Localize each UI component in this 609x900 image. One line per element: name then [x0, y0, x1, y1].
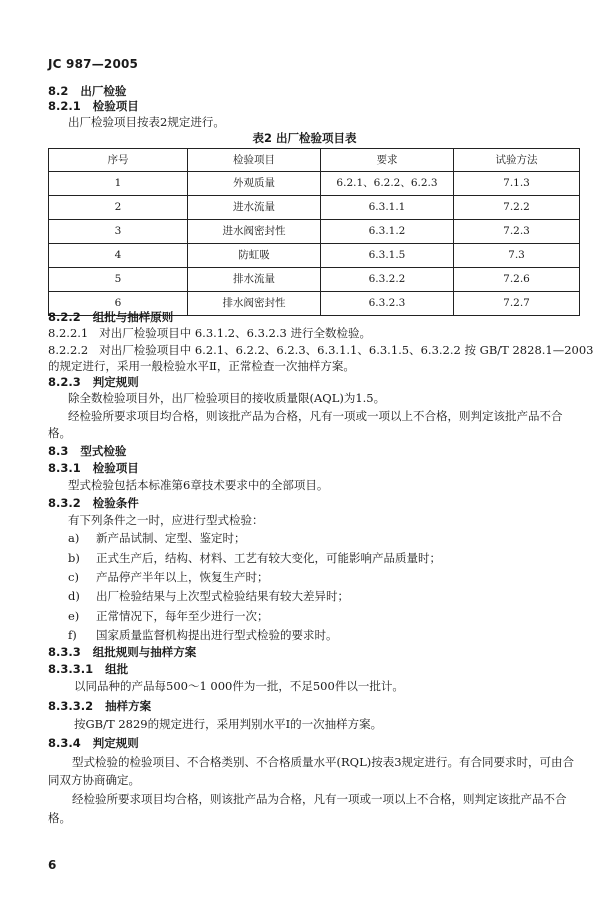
clause-text: 对出厂检验项目中 6.2.1、6.2.2、6.2.3、6.3.1.1、6.3.1.5、6.3.2.2 按 GB/T 2828.1—2003: [99, 343, 594, 357]
list-label: d): [68, 589, 80, 603]
table-cell: 防虹吸: [188, 244, 321, 268]
column-header: 要求: [321, 149, 454, 172]
document-header: JC 987—2005: [48, 57, 139, 71]
section-title: 检验项目: [92, 99, 139, 113]
page-number: 6: [48, 858, 57, 872]
clause-8-2-2-2-continued: 的规定进行，采用一般检验水平Ⅱ，正常检查一次抽样方案。: [48, 359, 355, 373]
clause-8-2-2-1: [48, 326, 371, 342]
list-item: [68, 628, 338, 644]
section-8-3-heading: [48, 444, 126, 460]
table-cell: 排水流量: [188, 268, 321, 292]
table-cell: 5: [49, 268, 188, 292]
table-row: [49, 196, 580, 220]
table-cell: 6.2.1、6.2.2、6.2.3: [321, 172, 454, 196]
section-number: 8.3.4: [48, 736, 81, 750]
section-number: 8.3.3: [48, 645, 81, 659]
paragraph: 型式检验包括本标准第6章技术要求中的全部项目。: [68, 478, 329, 492]
list-label: e): [68, 609, 80, 623]
section-8-2-1-text: 出厂检验项目按表2规定进行。: [68, 115, 225, 129]
table-row: [49, 220, 580, 244]
table-cell: 7.2.7: [454, 292, 580, 316]
section-title: 检验条件: [92, 496, 139, 510]
table-cell: 7.2.3: [454, 220, 580, 244]
paragraph: 除全数检验项目外，出厂检验项目的接收质量限(AQL)为1.5。: [68, 391, 386, 405]
table-cell: 进水阀密封性: [188, 220, 321, 244]
table-cell: 6.3.1.2: [321, 220, 454, 244]
list-text: 正式生产后，结构、材料、工艺有较大变化，可能影响产品质量时；: [96, 551, 441, 565]
list-label: a): [68, 531, 80, 545]
section-number: 8.2.3: [48, 375, 81, 389]
paragraph-continued: 格。: [48, 426, 71, 440]
list-item: [68, 531, 246, 547]
table-cell: 6.3.2.2: [321, 268, 454, 292]
section-8-2-2-heading: [48, 310, 173, 326]
section-8-2-heading: [48, 84, 126, 100]
table-cell: 6.3.1.5: [321, 244, 454, 268]
section-number: 8.3.3.1: [48, 662, 94, 676]
column-header: 试验方法: [454, 149, 580, 172]
list-text: 新产品试制、定型、鉴定时；: [96, 531, 246, 545]
section-title: 组批: [105, 662, 129, 676]
section-title: 组批规则与抽样方案: [92, 645, 197, 659]
table-cell: 7.2.6: [454, 268, 580, 292]
section-8-3-3-heading: [48, 645, 196, 661]
table-cell: 7.3: [454, 244, 580, 268]
list-label: c): [68, 570, 79, 584]
list-text: 国家质量监督机构提出进行型式检验的要求时。: [96, 628, 338, 642]
table-header-row: [49, 149, 580, 172]
table-cell: 3: [49, 220, 188, 244]
section-title: 抽样方案: [105, 699, 152, 713]
section-number: 8.3.2: [48, 496, 81, 510]
section-8-2-1-heading: [48, 99, 139, 115]
table-cell: 1: [49, 172, 188, 196]
paragraph: 经检验所要求项目均合格，则该批产品为合格，凡有一项或一项以上不合格，则判定该批产品不合: [72, 792, 567, 806]
section-number: 8.2: [48, 84, 69, 98]
section-title: 检验项目: [92, 461, 139, 475]
table-cell: 排水阀密封性: [188, 292, 321, 316]
table-cell: 7.1.3: [454, 172, 580, 196]
paragraph: 有下列条件之一时，应进行型式检验：: [68, 513, 264, 527]
table-cell: 6.3.2.3: [321, 292, 454, 316]
clause-number: 8.2.2.2: [48, 343, 89, 357]
list-label: b): [68, 551, 80, 565]
paragraph-continued: 格。: [48, 811, 71, 825]
clause-8-2-2-2: [48, 343, 594, 359]
list-text: 正常情况下，每年至少进行一次；: [96, 609, 269, 623]
table-cell: 外观质量: [188, 172, 321, 196]
list-item: [68, 551, 441, 567]
table-cell: 6.3.1.1: [321, 196, 454, 220]
list-text: 产品停产半年以上，恢复生产时；: [96, 570, 269, 584]
column-header: 序号: [49, 149, 188, 172]
inspection-items-table: [48, 148, 580, 316]
clause-text: 对出厂检验项目中 6.3.1.2、6.3.2.3 进行全数检验。: [99, 326, 371, 340]
section-title: 出厂检验: [80, 84, 127, 98]
table-row: [49, 268, 580, 292]
table-caption: 表2 出厂检验项目表: [252, 131, 357, 145]
table-cell: 6: [49, 292, 188, 316]
section-title: 组批与抽样原则: [92, 310, 174, 324]
paragraph-continued: 同双方协商确定。: [48, 773, 140, 787]
section-title: 判定规则: [92, 375, 139, 389]
table-cell: 4: [49, 244, 188, 268]
table-row: [49, 244, 580, 268]
table-row: [49, 172, 580, 196]
section-8-3-1-heading: [48, 461, 139, 477]
section-8-3-4-heading: [48, 736, 139, 752]
section-number: 8.3: [48, 444, 69, 458]
section-8-3-2-heading: [48, 496, 139, 512]
paragraph: 型式检验的检验项目、不合格类别、不合格质量水平(RQL)按表3规定进行。有合同要求时，可由合: [72, 755, 575, 769]
list-item: [68, 570, 269, 586]
paragraph: 经检验所要求项目均合格，则该批产品为合格，凡有一项或一项以上不合格，则判定该批产品不合: [68, 409, 563, 423]
section-8-2-3-heading: [48, 375, 139, 391]
section-8-3-3-1-heading: [48, 662, 128, 678]
table-cell: 2: [49, 196, 188, 220]
section-8-3-3-2-heading: [48, 699, 151, 715]
section-number: 8.3.1: [48, 461, 81, 475]
list-text: 出厂检验结果与上次型式检验结果有较大差异时；: [96, 589, 349, 603]
column-header: 检验项目: [188, 149, 321, 172]
section-number: 8.3.3.2: [48, 699, 94, 713]
list-item: [68, 589, 349, 605]
section-number: 8.2.2: [48, 310, 81, 324]
clause-number: 8.2.2.1: [48, 326, 89, 340]
paragraph: 按GB/T 2829的规定进行，采用判别水平Ⅰ的一次抽样方案。: [74, 717, 383, 731]
table-cell: 进水流量: [188, 196, 321, 220]
paragraph: 以同品种的产品每500～1 000件为一批，不足500件以一批计。: [74, 679, 404, 693]
list-label: f): [68, 628, 77, 642]
section-number: 8.2.1: [48, 99, 81, 113]
list-item: [68, 609, 269, 625]
section-title: 判定规则: [92, 736, 139, 750]
table-cell: 7.2.2: [454, 196, 580, 220]
section-title: 型式检验: [80, 444, 127, 458]
